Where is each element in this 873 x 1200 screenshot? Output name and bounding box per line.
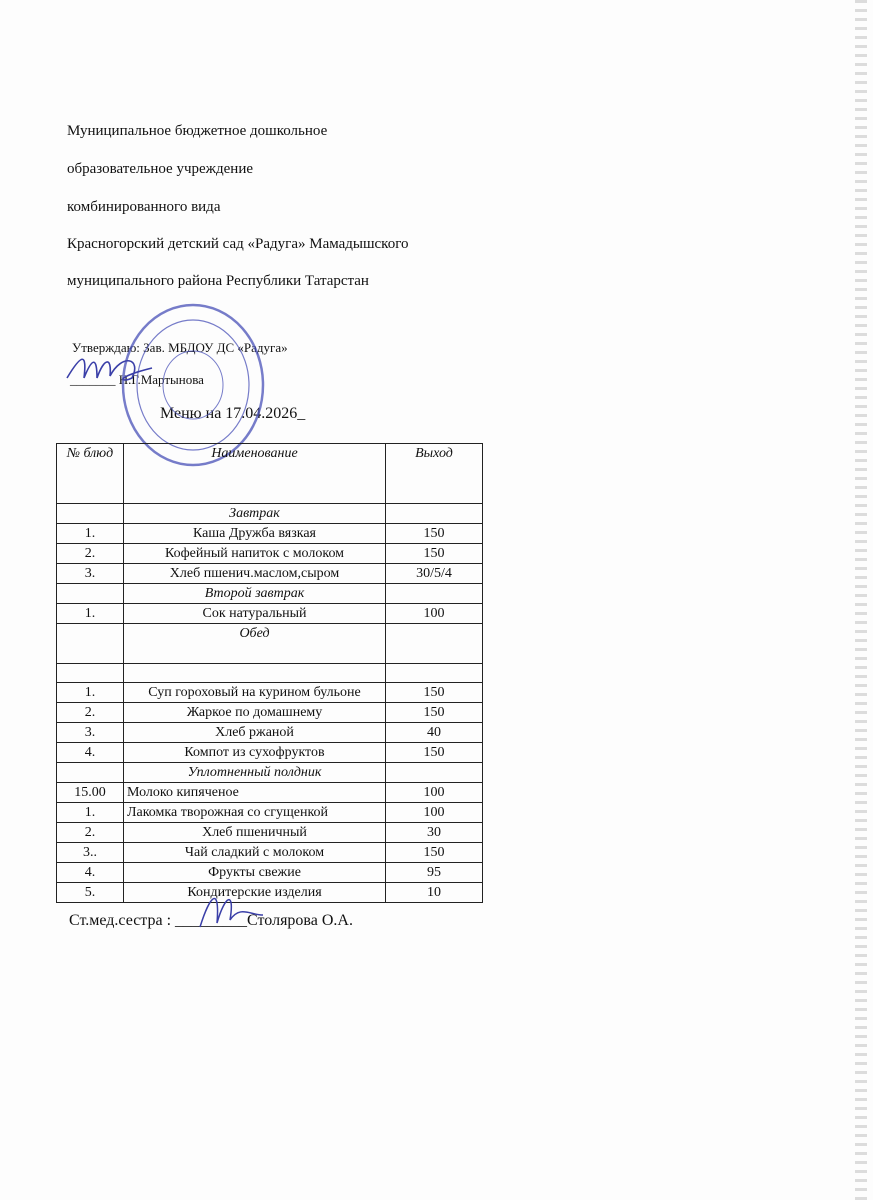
signature-nurse [195, 885, 265, 935]
cell-empty [57, 504, 124, 524]
dish-output: 150 [386, 703, 483, 723]
table-row [57, 564, 483, 584]
table-row [57, 683, 483, 703]
cell-empty [386, 664, 483, 683]
nurse-name: Столярова О.А. [247, 912, 353, 929]
cell-empty [57, 763, 124, 783]
dish-number: 3.. [57, 843, 124, 863]
menu-title: Меню на 17.04.2026_ [160, 405, 306, 422]
table-row [57, 863, 483, 883]
nurse-label: Ст.мед.сестра : _________ [69, 912, 248, 929]
dish-number: 3. [57, 723, 124, 743]
dish-name: Суп гороховый на курином бульоне [124, 683, 386, 703]
dish-number: 2. [57, 703, 124, 723]
dish-output: 150 [386, 524, 483, 544]
dish-output: 95 [386, 863, 483, 883]
header-output: Выход [386, 444, 483, 504]
signature-head [62, 348, 162, 388]
dish-number: 1. [57, 524, 124, 544]
table-row [57, 604, 483, 624]
header-line: Красногорский детский сад «Радуга» Мамадышского [67, 236, 409, 252]
cell-empty [386, 584, 483, 604]
dish-number: 2. [57, 823, 124, 843]
header-name: Наименование [124, 444, 386, 504]
table-row [57, 524, 483, 544]
dish-name: Компот из сухофруктов [124, 743, 386, 763]
section-title: Уплотненный полдник [124, 763, 386, 783]
dish-output: 100 [386, 604, 483, 624]
header-line: комбинированного вида [67, 199, 221, 215]
table-header-row [57, 444, 483, 504]
dish-output: 150 [386, 843, 483, 863]
dish-number: 15.00 [57, 783, 124, 803]
cell-empty [386, 763, 483, 783]
dish-name: Чай сладкий с молоком [124, 843, 386, 863]
header-number: № блюд [57, 444, 124, 504]
section-title: Второй завтрак [124, 584, 386, 604]
cell-empty [386, 624, 483, 664]
dish-output: 30 [386, 823, 483, 843]
approval-line: Утверждаю: Зав. МБДОУ ДС «Радуга» [72, 340, 288, 355]
dish-number: 1. [57, 803, 124, 823]
dish-name: Фрукты свежие [124, 863, 386, 883]
dish-number: 2. [57, 544, 124, 564]
cell-empty [57, 624, 124, 664]
dish-output: 150 [386, 683, 483, 703]
table-row [57, 803, 483, 823]
empty-row [57, 664, 483, 683]
table-row [57, 723, 483, 743]
dish-number: 3. [57, 564, 124, 584]
dish-name: Хлеб ржаной [124, 723, 386, 743]
approval-signer: _______ Н.Г.Мартынова [70, 372, 204, 387]
dish-output: 150 [386, 544, 483, 564]
dish-name: Жаркое по домашнему [124, 703, 386, 723]
dish-number: 1. [57, 683, 124, 703]
cell-empty [57, 664, 124, 683]
section-title: Обед [124, 624, 386, 664]
section-row [57, 624, 483, 664]
table-row [57, 544, 483, 564]
dish-output: 30/5/4 [386, 564, 483, 584]
dish-output: 100 [386, 803, 483, 823]
dish-output: 100 [386, 783, 483, 803]
dish-number: 1. [57, 604, 124, 624]
dish-output: 150 [386, 743, 483, 763]
dish-output: 10 [386, 883, 483, 903]
dish-name: Сок натуральный [124, 604, 386, 624]
header-line: муниципального района Республики Татарстан [67, 273, 369, 289]
dish-number: 5. [57, 883, 124, 903]
dish-name: Лакомка творожная со сгущенкой [124, 803, 386, 823]
header-line: Муниципальное бюджетное дошкольное [67, 123, 328, 139]
table-row [57, 743, 483, 763]
cell-empty [57, 584, 124, 604]
dish-name: Каша Дружба вязкая [124, 524, 386, 544]
dish-name: Хлеб пшеничный [124, 823, 386, 843]
dish-number: 4. [57, 863, 124, 883]
table-row [57, 843, 483, 863]
menu-table [56, 443, 483, 903]
section-title: Завтрак [124, 504, 386, 524]
table-row [57, 883, 483, 903]
header-line: образовательное учреждение [67, 161, 254, 177]
dish-name: Хлеб пшенич.маслом,сыром [124, 564, 386, 584]
section-row [57, 504, 483, 524]
cell-empty [124, 664, 386, 683]
dish-name: Кондитерские изделия [124, 883, 386, 903]
dish-number: 4. [57, 743, 124, 763]
section-row [57, 763, 483, 783]
table-row [57, 783, 483, 803]
dish-output: 40 [386, 723, 483, 743]
table-row [57, 703, 483, 723]
dish-name: Кофейный напиток с молоком [124, 544, 386, 564]
scan-edge [855, 0, 867, 1200]
cell-empty [386, 504, 483, 524]
dish-name: Молоко кипяченое [124, 783, 386, 803]
table-row [57, 823, 483, 843]
section-row [57, 584, 483, 604]
